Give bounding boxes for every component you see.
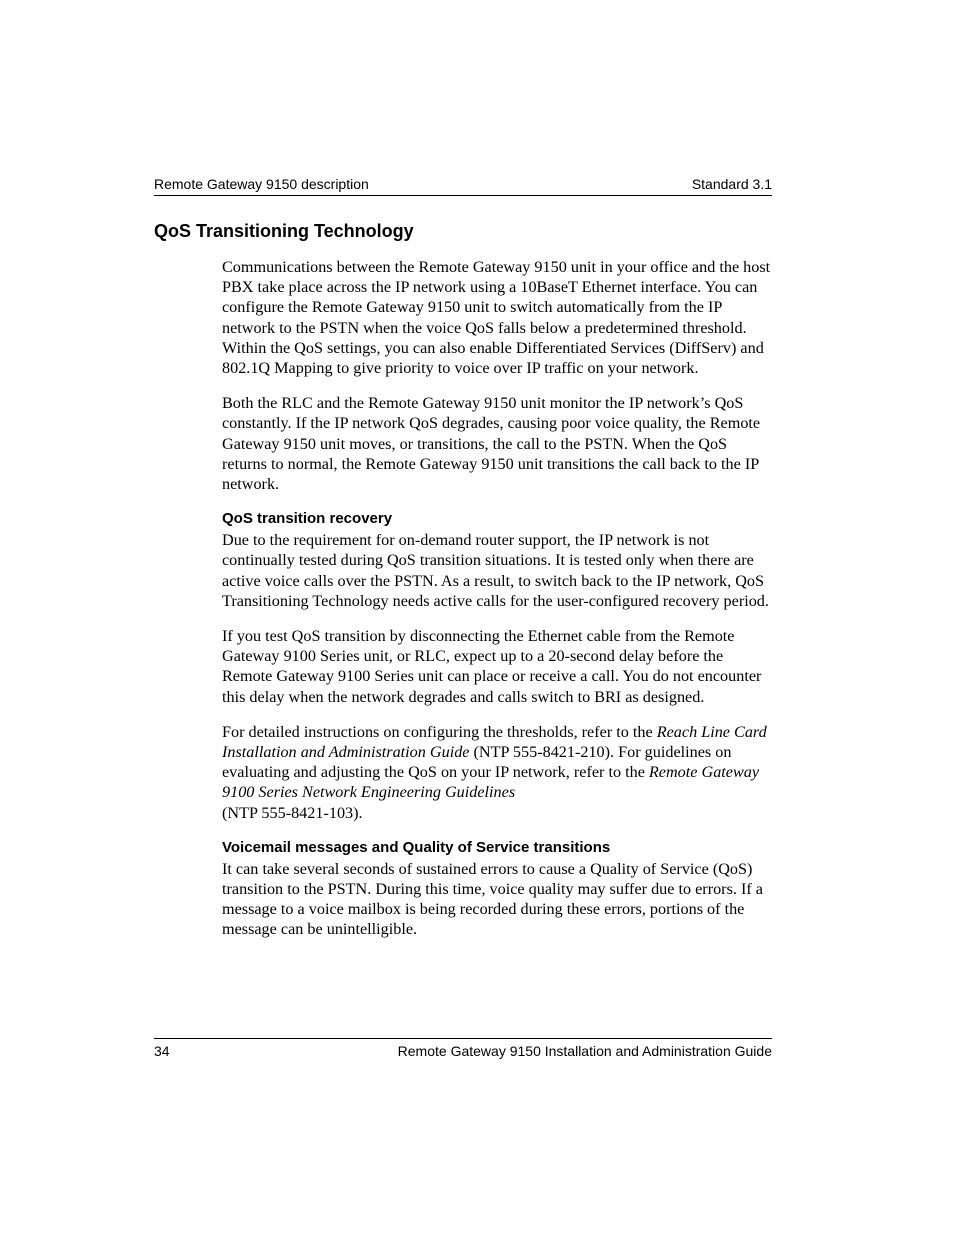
voicemail-heading: Voicemail messages and Quality of Service transitions (222, 838, 611, 856)
test-delay-paragraph: If you test QoS transition by disconnecting the Ethernet cable from the Remote Gateway 9100 Series unit, or RLC, expect up to a 20-second delay before the Remote Gateway 9100 Series unit can place or receive a call. You do not encounter this delay when the network degrades and calls switch to BRI as designed. (222, 627, 762, 706)
page-number: 34 (154, 1043, 170, 1059)
references-paragraph (222, 722, 774, 823)
header-chapter-title: Remote Gateway 9150 description (154, 176, 369, 192)
body-column (222, 257, 774, 955)
section-title: QoS Transitioning Technology (154, 221, 414, 241)
running-header (154, 174, 772, 196)
ref-text-2: (NTP 555-8421-210). For guidelines on evaluating and adjusting the QoS on your IP network, refer to the (222, 743, 732, 782)
recovery-heading: QoS transition recovery (222, 510, 393, 528)
voicemail-paragraph: It can take several seconds of sustained errors to cause a Quality of Service (QoS) transition to the PSTN. During this time, voice quality may suffer due to errors. If a message to a voice mailbox is being recorded during these errors, portions of the message can be unintelligible. (222, 859, 763, 939)
header-standard-version: Standard 3.1 (691, 176, 772, 192)
ref-text-1: For detailed instructions on configuring the thresholds, refer to the (222, 722, 657, 741)
ref-doc-engineering-guidelines: Remote Gateway 9100 Series Network Engineering Guidelines (222, 763, 760, 802)
intro-paragraph: Communications between the Remote Gateway 9150 unit in your office and the host PBX take place across the IP network using a 10BaseT Ethernet interface. You can configure the Remote Gateway 9150 unit to switch automatically from the IP network to the PSTN when the voice QoS falls below a predetermined threshold. Within the QoS settings, you can also enable Differentiated Services (DiffServ) and 802.1Q Mapping to give priority to voice over IP traffic on your network. (222, 258, 771, 378)
footer-guide-title: Remote Gateway 9150 Installation and Administration Guide (397, 1043, 772, 1059)
running-footer (154, 1038, 772, 1063)
ref-text-3: (NTP 555-8421-103). (222, 803, 363, 822)
recovery-paragraph: Due to the requirement for on-demand router support, the IP network is not continually tested during QoS transition situations. It is tested only when there are active voice calls over the PSTN. As a result, to switch back to the IP network, QoS Transitioning Technology needs active calls for the user-configured recovery period. (222, 531, 769, 610)
ref-doc-reach-guide: Reach Line Card Installation and Administration Guide (222, 722, 767, 762)
monitor-paragraph: Both the RLC and the Remote Gateway 9150 unit monitor the IP network’s QoS constantly. If the IP network QoS degrades, causing poor voice quality, the Remote Gateway 9150 unit moves, or transitions, the call to the PSTN. When the QoS returns to normal, the Remote Gateway 9150 unit transitions the call back to the IP network. (222, 394, 761, 494)
